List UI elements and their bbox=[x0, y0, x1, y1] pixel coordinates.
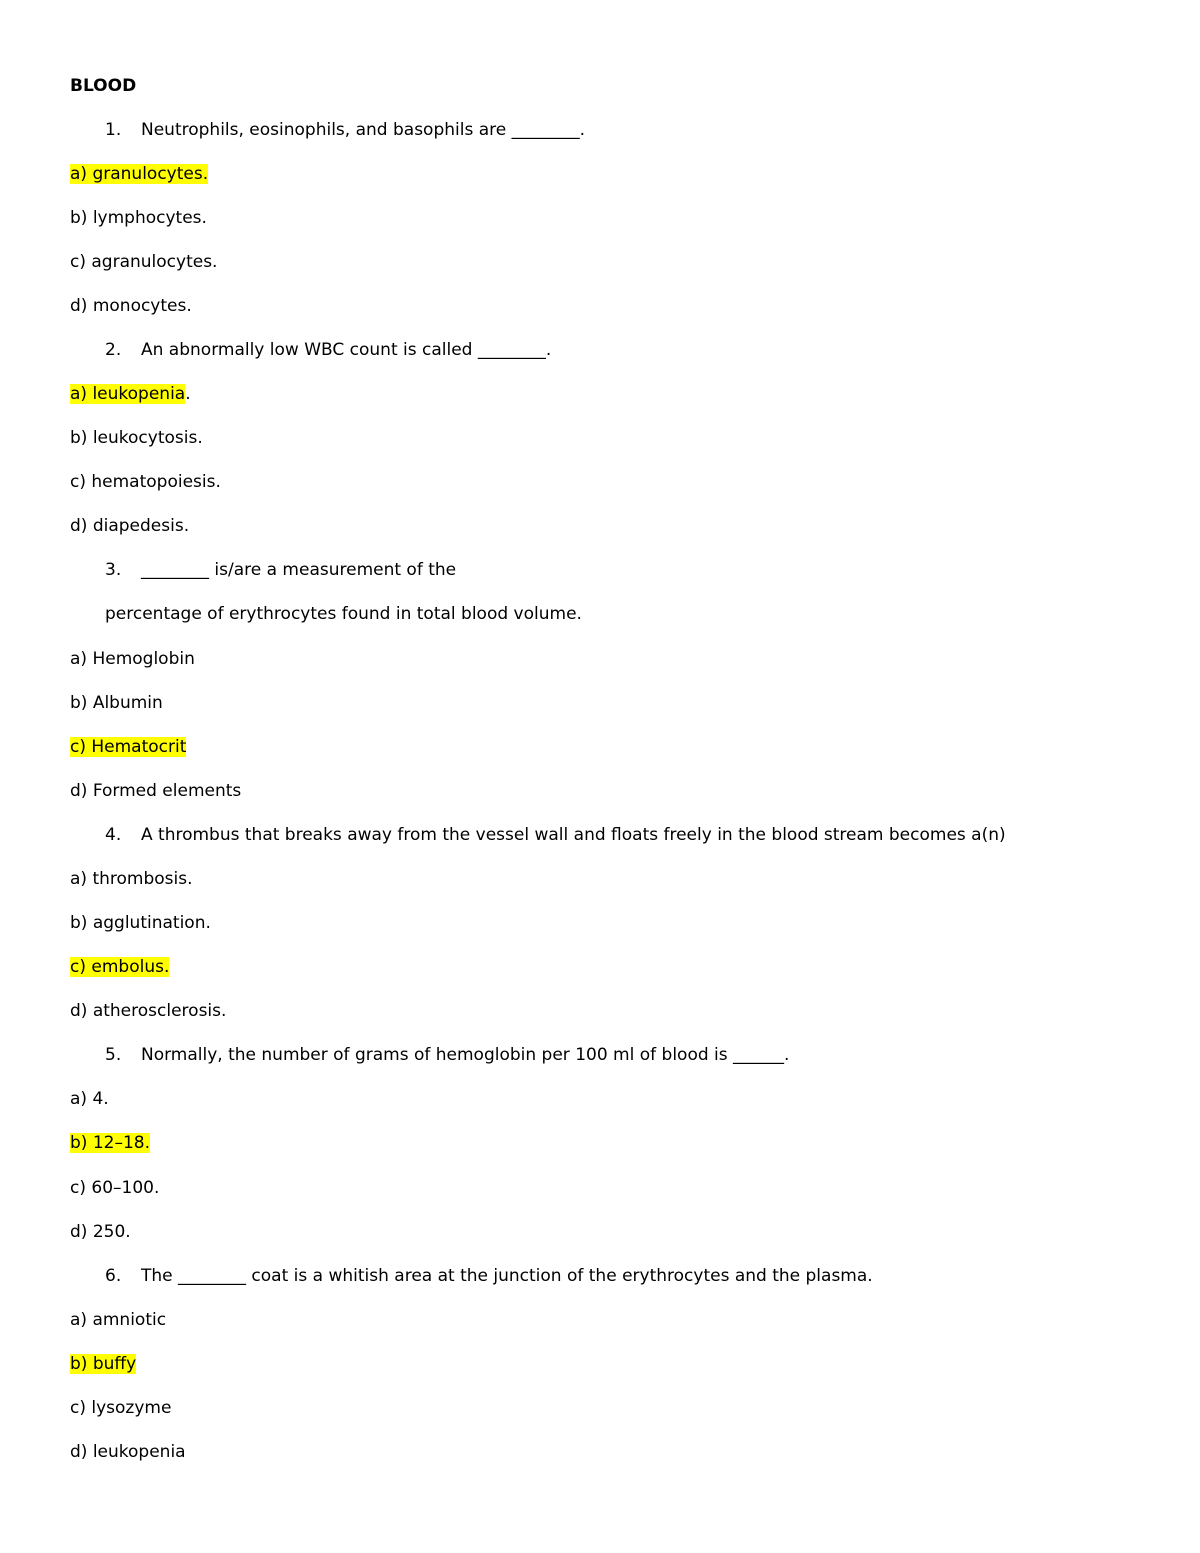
option-row bbox=[70, 1221, 131, 1243]
question-number: 1. bbox=[105, 120, 122, 140]
answer-option: a) amniotic bbox=[70, 1310, 167, 1330]
option-row bbox=[70, 515, 189, 537]
answer-option: d) diapedesis. bbox=[70, 516, 190, 536]
option-row bbox=[70, 1441, 186, 1463]
answer-option: b) Albumin bbox=[70, 693, 163, 713]
option-row bbox=[70, 251, 217, 273]
question-5 bbox=[105, 1044, 789, 1066]
answer-option: c) agranulocytes. bbox=[70, 252, 218, 272]
option-row bbox=[70, 1397, 171, 1419]
answer-option-suffix: . bbox=[185, 384, 191, 404]
option-row bbox=[70, 692, 163, 714]
answer-option: d) 250. bbox=[70, 1222, 131, 1242]
answer-option: a) granulocytes. bbox=[70, 164, 209, 184]
question-text: Neutrophils, eosinophils, and basophils are ________. bbox=[141, 120, 586, 140]
option-row bbox=[70, 471, 221, 493]
question-4 bbox=[105, 824, 1006, 846]
answer-option: b) buffy bbox=[70, 1354, 137, 1374]
question-3 bbox=[105, 559, 456, 581]
option-row bbox=[70, 1000, 226, 1022]
option-row bbox=[70, 1132, 150, 1154]
answer-option: a) thrombosis. bbox=[70, 869, 193, 889]
option-row bbox=[70, 427, 203, 449]
question-text: ________ is/are a measurement of the bbox=[141, 560, 457, 580]
answer-option: c) lysozyme bbox=[70, 1398, 172, 1418]
document-title: BLOOD bbox=[70, 76, 137, 96]
question-text: The ________ coat is a whitish area at the junction of the erythrocytes and the plasma. bbox=[141, 1266, 873, 1286]
option-row bbox=[70, 207, 207, 229]
question-number: 6. bbox=[105, 1266, 122, 1286]
question-2 bbox=[105, 339, 551, 361]
answer-option: a) 4. bbox=[70, 1089, 109, 1109]
option-row bbox=[70, 1353, 136, 1375]
answer-option: b) 12–18. bbox=[70, 1133, 150, 1153]
question-text: An abnormally low WBC count is called ________. bbox=[141, 340, 552, 360]
question-number: 4. bbox=[105, 825, 122, 845]
answer-option: d) atherosclerosis. bbox=[70, 1001, 227, 1021]
answer-option: b) agglutination. bbox=[70, 913, 211, 933]
option-row bbox=[70, 868, 193, 890]
answer-option: d) monocytes. bbox=[70, 296, 192, 316]
question-3-continuation: percentage of erythrocytes found in total blood volume. bbox=[105, 604, 582, 624]
option-row bbox=[70, 163, 208, 185]
answer-option: d) leukopenia bbox=[70, 1442, 186, 1462]
question-text: A thrombus that breaks away from the vessel wall and floats freely in the blood stream becomes a(n) bbox=[141, 825, 1006, 845]
option-row bbox=[70, 1309, 166, 1331]
answer-option: c) embolus. bbox=[70, 957, 170, 977]
option-row bbox=[70, 780, 241, 802]
answer-option: d) Formed elements bbox=[70, 781, 242, 801]
answer-option: c) 60–100. bbox=[70, 1178, 160, 1198]
question-number: 3. bbox=[105, 560, 122, 580]
option-row bbox=[70, 1088, 109, 1110]
option-row bbox=[70, 648, 195, 670]
answer-option: b) leukocytosis. bbox=[70, 428, 203, 448]
answer-option: a) Hemoglobin bbox=[70, 649, 195, 669]
option-row bbox=[70, 1177, 159, 1199]
answer-option: c) Hematocrit bbox=[70, 737, 187, 757]
option-row bbox=[70, 956, 169, 978]
answer-option: a) leukopenia bbox=[70, 384, 186, 404]
answer-option: c) hematopoiesis. bbox=[70, 472, 221, 492]
question-1 bbox=[105, 119, 585, 141]
question-number: 5. bbox=[105, 1045, 122, 1065]
answer-option: b) lymphocytes. bbox=[70, 208, 207, 228]
option-row bbox=[70, 912, 211, 934]
question-6 bbox=[105, 1265, 873, 1287]
option-row bbox=[70, 295, 192, 317]
question-number: 2. bbox=[105, 340, 122, 360]
option-row bbox=[70, 736, 186, 758]
option-row bbox=[70, 383, 191, 405]
question-text: Normally, the number of grams of hemoglobin per 100 ml of blood is ______. bbox=[141, 1045, 790, 1065]
